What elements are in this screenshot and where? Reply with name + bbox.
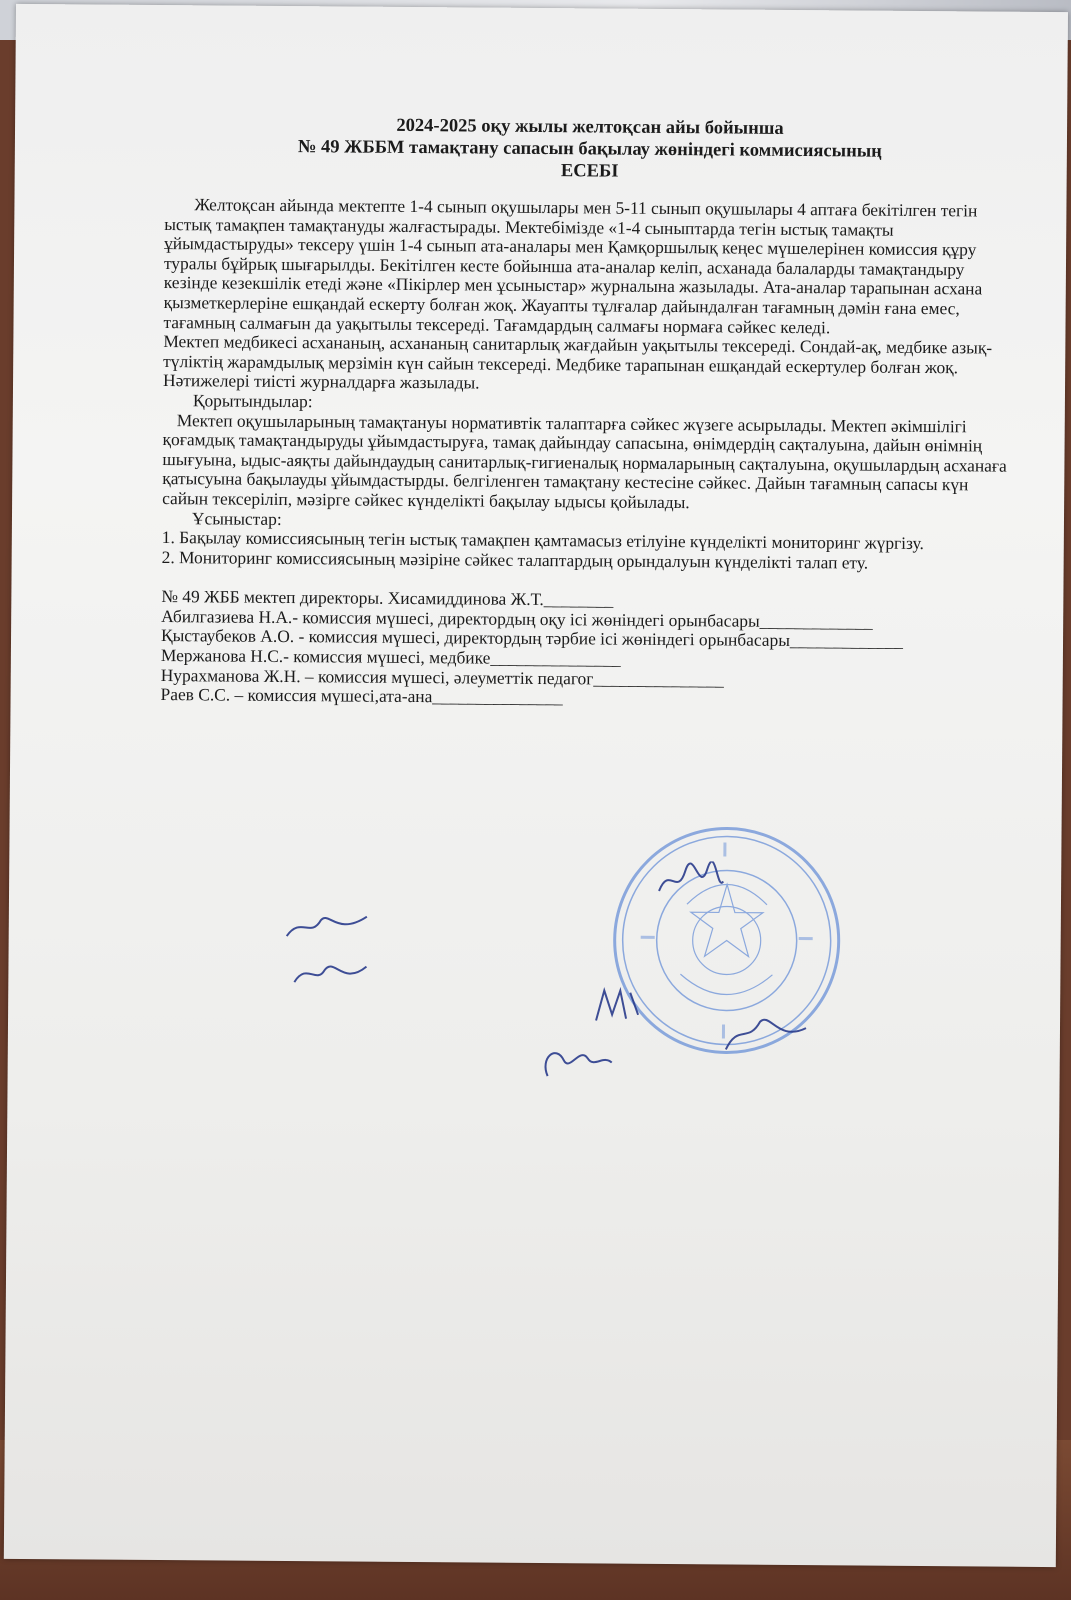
signature-nurakhmanova-icon bbox=[720, 1013, 810, 1054]
paragraph-conclusions: Мектеп оқушыларының тамақтануы нормативтік талаптарға сәйкес жүзеге асырылады. Мектеп әкімшілігі қоғамдық тамақтандыруды ұйымдастыруға, тамақ дайындау сапасына, өнімдердің сақталуына, дайын өнімнің шығуына, ыдыс-аяқты дайындаудың санитарлық-гигиеналық нормаларының сақталуына, оқушылардың асханаға қатысуына бақылауды ұйымдастырды. белгіленген тамақтану кестесіне сәйкес. Дайын тағамның сапасы күн сайын тексеріліп, мәзірге сәйкес күнделікті бақылау ыдысы қойылады. bbox=[162, 409, 1007, 513]
document-title bbox=[165, 113, 1015, 186]
signature-merzhanova-icon bbox=[586, 984, 656, 1025]
signature-abilgazieva-icon bbox=[281, 906, 371, 947]
signatures-block bbox=[161, 587, 1012, 711]
document-content bbox=[161, 113, 1016, 712]
title-line-2: № 49 ЖББМ тамақтану сапасын бақылау жөніндегі коммисиясының bbox=[297, 137, 882, 162]
signature-raev-icon bbox=[534, 1038, 614, 1081]
heading-conclusions: Қорытындылар: bbox=[192, 390, 313, 412]
signature-director-icon bbox=[655, 861, 725, 902]
paragraph-nurse: Мектеп медбикесі асхананың, асхананың санитарлық жағдайын уақытылы тексереді. Сондай-ақ, медбике азық-түліктің жарамдылық мерзімін күн сайын тексереді. Медбике тарапынан ешқандай ескертулер болған жоқ. bbox=[163, 331, 993, 378]
title-line-3: ЕСЕБІ bbox=[560, 161, 619, 182]
paragraph-results: Нәтижелері тиісті журналдарға жазылады. bbox=[162, 370, 480, 393]
signatory-nurse: Мержанова Н.С.- комиссия мүшесі, медбике_______________ bbox=[160, 645, 621, 669]
signatory-social-pedagogue: Нурахманова Ж.Н. – комиссия мүшесі, әлеуметтік педагог_______________ bbox=[160, 664, 724, 690]
official-stamp-icon bbox=[610, 824, 844, 1058]
paper-sheet bbox=[4, 4, 1068, 1567]
signature-kystaubekov-icon bbox=[290, 954, 370, 995]
recommendation-2: 2. Мониторинг комиссиясының мәзіріне сәйкес талаптардың орындалуын күнделікті талап ету. bbox=[161, 546, 869, 573]
title-line-1: 2024-2025 оқу жылы желтоқсан айы бойынша bbox=[396, 115, 784, 139]
document-body bbox=[162, 195, 1015, 574]
signatory-deputy-education: Абилгазиева Н.А.- комиссия мүшесі, директордың оқу ісі жөніндегі орынбасары_____________ bbox=[161, 605, 873, 632]
signatory-deputy-upbringing: Қыстаубеков А.О. - комиссия мүшесі, директордың тәрбие ісі жөніндегі орынбасары_____________ bbox=[160, 625, 904, 652]
paragraph-intro: Желтоқсан айында мектепте 1-4 сынып оқушылары мен 5-11 сынып оқушылары 4 аптаға бекітілген тегін ыстық тамақпен тамақтануды жалғастырады. Мектебімізде «1-4 сыныптарда тегін ыстық тамақты ұйымдастыруды» тексеру үшін 1-4 сынып ата-аналары мен Қамқоршылық кеңес мүшелерінен комиссия құру туралы бұйрық шығарылды. Бекітілген кесте бойынша ата-аналар келіп, асханада балаларды тамақтандыру кезінде кезекшілік етеді және «Пікірлер мен ұсыныстар» журналына жазылады. Ата-аналар тарапынан асхана қызметкерлеріне ешқандай ескерту болған жоқ. Жауапты тұлғалар дайындалған тағамның дәмін ғана емес, тағамның салмағын да уақытылы тексереді. Тағамдардың салмағы нормаға сәйкес келеді. bbox=[163, 194, 983, 337]
recommendation-1: 1. Бақылау комиссиясының тегін ыстық тамақпен қамтамасыз етілуіне күнделікті мониторинг жүргізу. bbox=[161, 527, 924, 554]
signatory-director: № 49 ЖББ мектеп директоры. Хисамиддинова Ж.Т.________ bbox=[161, 586, 614, 610]
signatory-parent: Раев С.С. – комиссия мүшесі,ата-ана_______________ bbox=[160, 684, 563, 708]
heading-recommendations: Ұсыныстар: bbox=[191, 507, 282, 529]
